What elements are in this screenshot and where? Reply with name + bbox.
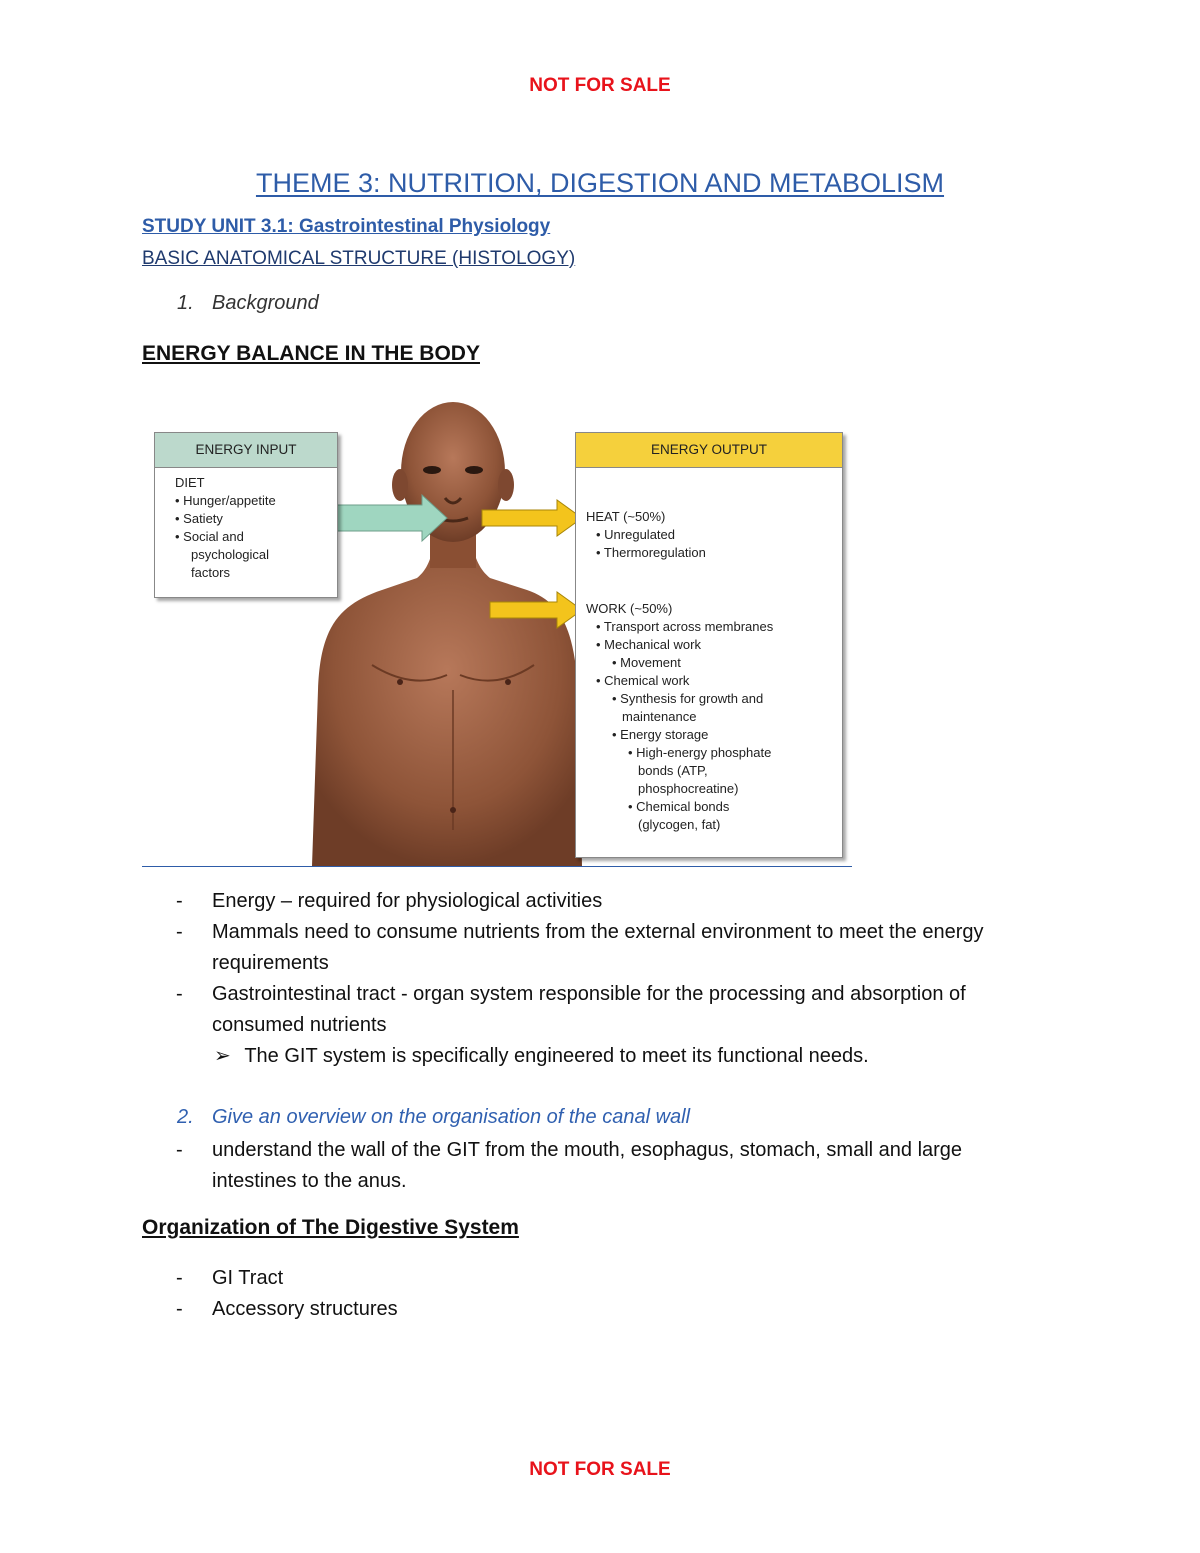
item-number: 2. bbox=[177, 1106, 194, 1128]
work-item: • Synthesis for growth and bbox=[612, 691, 764, 706]
dash-marker: - bbox=[176, 1267, 183, 1289]
energy-output-box bbox=[575, 432, 843, 858]
energy-output-header: ENERGY OUTPUT bbox=[576, 433, 842, 468]
work-item: • Energy storage bbox=[612, 727, 709, 742]
list-item-text: Gastrointestinal tract - organ system responsible for the processing and absorption of consumed nutrients bbox=[212, 983, 966, 1036]
arrow-marker: ➢ bbox=[214, 1045, 231, 1067]
list-item bbox=[176, 1263, 1046, 1294]
work-item: • High-energy phosphate bbox=[628, 745, 772, 760]
diet-label: DIET bbox=[175, 475, 205, 490]
numbered-item-2 bbox=[177, 1106, 690, 1129]
page-title: THEME 3: NUTRITION, DIGESTION AND METABOLISM bbox=[255, 168, 945, 198]
sub-list-item-text: The GIT system is specifically engineered to meet its functional needs. bbox=[244, 1045, 869, 1067]
work-item: • Transport across membranes bbox=[596, 619, 774, 634]
heat-label: HEAT (~50%) bbox=[586, 509, 666, 524]
list-item bbox=[176, 917, 1046, 979]
input-item: • Social and bbox=[175, 529, 244, 544]
list-item bbox=[176, 1135, 1046, 1197]
list-item bbox=[176, 979, 1046, 1041]
work-item: bonds (ATP, bbox=[638, 763, 708, 778]
list-item bbox=[176, 886, 1046, 917]
work-item: (glycogen, fat) bbox=[638, 817, 721, 832]
input-item: factors bbox=[191, 565, 231, 580]
list-item-text: Accessory structures bbox=[212, 1298, 398, 1320]
item-number: 1. bbox=[177, 292, 194, 314]
dash-marker: - bbox=[176, 890, 183, 912]
work-item: • Chemical bonds bbox=[628, 799, 730, 814]
sub-list-item bbox=[214, 1041, 869, 1072]
dash-marker: - bbox=[176, 1298, 183, 1320]
list-item-text: Mammals need to consume nutrients from the external environment to meet the energy requirements bbox=[212, 921, 984, 974]
heat-item: • Unregulated bbox=[596, 527, 675, 542]
work-item: • Mechanical work bbox=[596, 637, 701, 652]
watermark-bottom: NOT FOR SALE bbox=[529, 1459, 671, 1480]
organization-heading: Organization of The Digestive System bbox=[142, 1216, 519, 1239]
list-item-text: understand the wall of the GIT from the mouth, esophagus, stomach, small and large intestines to the anus. bbox=[212, 1139, 963, 1192]
study-unit-heading: STUDY UNIT 3.1: Gastrointestinal Physiology bbox=[142, 216, 551, 237]
list-item-text: Energy – required for physiological activities bbox=[212, 890, 603, 912]
energy-input-body bbox=[155, 468, 337, 588]
heat-item: • Thermoregulation bbox=[596, 545, 706, 560]
work-item: • Movement bbox=[612, 655, 681, 670]
dash-marker: - bbox=[176, 921, 183, 943]
energy-output-body bbox=[576, 468, 842, 840]
energy-input-box bbox=[154, 432, 338, 598]
work-label: WORK (~50%) bbox=[586, 601, 673, 616]
item-text: Give an overview on the organisation of the canal wall bbox=[212, 1106, 691, 1128]
watermark-top: NOT FOR SALE bbox=[529, 75, 671, 96]
input-item: • Satiety bbox=[175, 511, 223, 526]
figure-divider bbox=[142, 866, 852, 867]
energy-balance-heading: ENERGY BALANCE IN THE BODY bbox=[142, 342, 480, 365]
dash-marker: - bbox=[176, 983, 183, 1005]
input-item: psychological bbox=[191, 547, 270, 562]
input-item: • Hunger/appetite bbox=[175, 493, 276, 508]
section-heading: BASIC ANATOMICAL STRUCTURE (HISTOLOGY) bbox=[142, 248, 576, 269]
work-item: phosphocreatine) bbox=[638, 781, 739, 796]
energy-balance-figure bbox=[142, 390, 852, 866]
numbered-item-1 bbox=[177, 292, 319, 315]
item-text: Background bbox=[212, 292, 319, 314]
list-item bbox=[176, 1294, 1046, 1325]
work-item: maintenance bbox=[622, 709, 697, 724]
list-item-text: GI Tract bbox=[212, 1267, 284, 1289]
work-item: • Chemical work bbox=[596, 673, 690, 688]
energy-input-header: ENERGY INPUT bbox=[155, 433, 337, 468]
dash-marker: - bbox=[176, 1139, 183, 1161]
